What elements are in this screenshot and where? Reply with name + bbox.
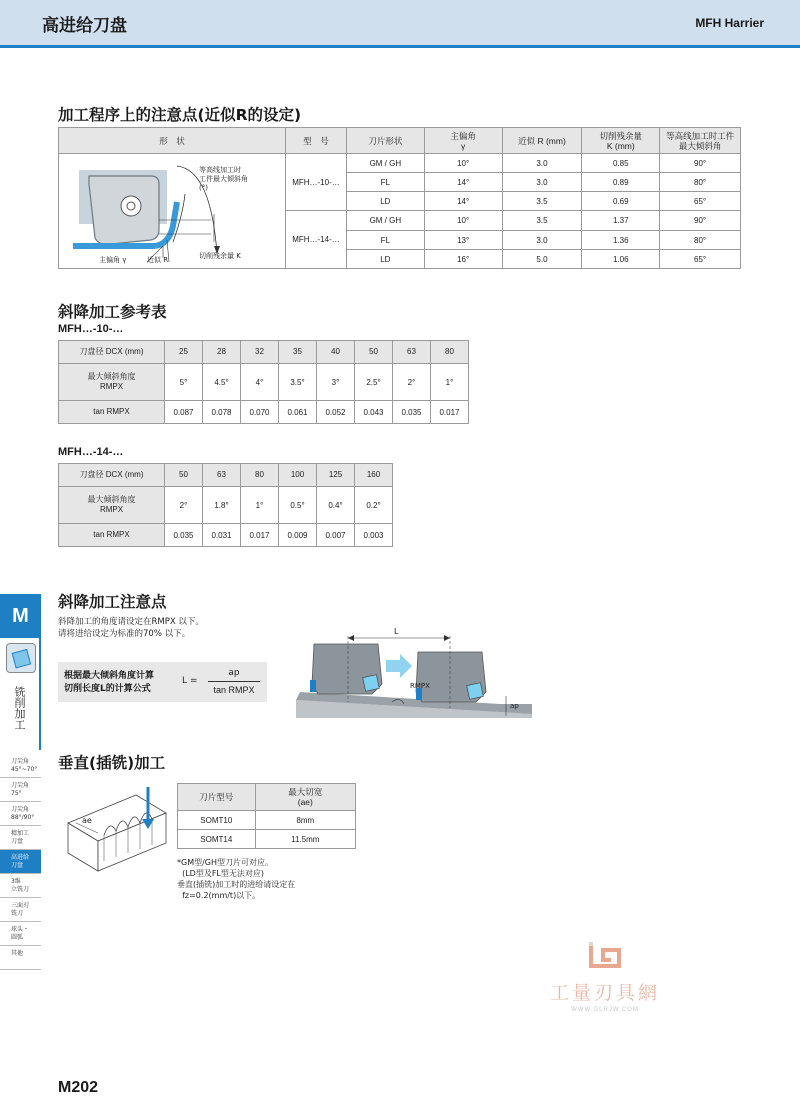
row-label: 刀盘径 DCX (mm) <box>59 464 165 487</box>
cell: 0.052 <box>317 401 355 424</box>
model-14: MFH…-14-… <box>285 211 346 269</box>
model-10: MFH…-10-… <box>285 154 346 211</box>
formula-label: 根据最大倾斜角度计算 切削长度L的计算公式 <box>64 671 155 694</box>
table-header-row <box>59 128 741 154</box>
cell: 0.070 <box>241 401 279 424</box>
cell: 80 <box>431 341 469 364</box>
section3-title: 斜降加工注意点 <box>58 593 167 611</box>
cell: 32 <box>241 341 279 364</box>
section2-title: 斜降加工参考表 <box>58 303 167 321</box>
formula-fraction-line <box>208 681 260 682</box>
cell: 0.2° <box>355 487 393 524</box>
cell: 14° <box>424 173 502 192</box>
table-row <box>59 464 393 487</box>
cell: 0.043 <box>355 401 393 424</box>
cell: 1.36 <box>582 231 660 250</box>
cell: 0.061 <box>279 401 317 424</box>
cell: 14° <box>424 192 502 211</box>
cell: 2.5° <box>355 364 393 401</box>
cell: 0.5° <box>279 487 317 524</box>
cell: 100 <box>279 464 317 487</box>
cell: 1.06 <box>582 250 660 269</box>
cell: 50 <box>165 464 203 487</box>
cell: 8mm <box>255 811 355 830</box>
watermark-url: WWW.GLRJW.COM <box>571 1007 639 1013</box>
cell: 0.69 <box>582 192 660 211</box>
row-label: tan RMPX <box>59 524 165 547</box>
cell: 3.5 <box>502 192 582 211</box>
cell: 80° <box>660 173 741 192</box>
header-main-angle: 主偏角 γ <box>424 128 502 154</box>
cell: 4.5° <box>203 364 241 401</box>
side-nav-item[interactable]: 高进给 刀盘 <box>0 850 41 874</box>
cell: 2° <box>165 487 203 524</box>
shape-diagram-cell <box>59 154 286 269</box>
row-label: 最大倾斜角度 RMPX <box>59 364 165 401</box>
table-row <box>59 364 469 401</box>
cell: 16° <box>424 250 502 269</box>
cell: 25 <box>165 341 203 364</box>
header-max-width: 最大切宽 (ae) <box>255 784 355 811</box>
row-label: 最大倾斜角度 RMPX <box>59 487 165 524</box>
cell: 63 <box>203 464 241 487</box>
incline-angle-label-1: 等高线加工时工件最大倾斜角(°) <box>199 166 249 192</box>
cell: 160 <box>355 464 393 487</box>
ramp-table-14 <box>58 463 393 547</box>
header-shape: 形 状 <box>59 128 286 154</box>
cell: LD <box>346 250 424 269</box>
cell: 65° <box>660 250 741 269</box>
plunge-note: *GM型/GH型刀片可对应。 (LD型及FL型无法对应) 垂直(插铣)加工时的进给请设定在 fz=0.2(mm/t)以下。 <box>177 858 296 900</box>
cell: 0.035 <box>393 401 431 424</box>
formula-numerator: ap <box>228 668 240 678</box>
cell: 1° <box>241 487 279 524</box>
table-row <box>59 401 469 424</box>
insert-profile-diagram <box>59 154 284 266</box>
table-row <box>178 830 356 849</box>
cell: 0.85 <box>582 154 660 173</box>
cell: 80° <box>660 231 741 250</box>
formula-lhs: L = <box>182 676 198 686</box>
cell: 10° <box>424 211 502 231</box>
cell: 0.003 <box>355 524 393 547</box>
cell: GM / GH <box>346 211 424 231</box>
approx-r-table <box>58 127 741 269</box>
side-nav-item[interactable]: 刀尖角 88°/90° <box>0 802 41 826</box>
cell: 5.0 <box>502 250 582 269</box>
cell: 63 <box>393 341 431 364</box>
cell: 0.087 <box>165 401 203 424</box>
watermark-logo-icon <box>585 940 625 970</box>
cell: 0.035 <box>165 524 203 547</box>
side-nav <box>0 754 41 970</box>
row-label: 刀盘径 DCX (mm) <box>59 341 165 364</box>
table-row <box>59 487 393 524</box>
side-nav-item[interactable]: 刀尖角 75° <box>0 778 41 802</box>
cell: 3.0 <box>502 231 582 250</box>
page-header <box>0 0 800 48</box>
table-row <box>59 341 469 364</box>
formula-box <box>58 662 267 702</box>
header-residual: 切削残余量 K (mm) <box>582 128 660 154</box>
cell: 0.007 <box>317 524 355 547</box>
ae-label: ae <box>82 816 92 825</box>
cell: 0.017 <box>241 524 279 547</box>
side-nav-item[interactable]: 球头・ 圆弧 <box>0 922 41 946</box>
cell: 80 <box>241 464 279 487</box>
cell: 11.5mm <box>255 830 355 849</box>
header-brand: MFH Harrier <box>695 16 764 30</box>
ramp-14-subtitle: MFH…-14-… <box>58 446 124 458</box>
cell: 13° <box>424 231 502 250</box>
cell: 3.0 <box>502 173 582 192</box>
cell: 35 <box>279 341 317 364</box>
rmpx-label: RMPX <box>410 682 430 690</box>
ramp-note: 斜降加工的角度请设定在RMPX 以下。 请将进给设定为标准的70% 以下。 <box>58 617 204 639</box>
table-row <box>59 524 393 547</box>
approx-r-label: 近似 R <box>147 256 169 264</box>
length-l-label: L <box>394 627 399 636</box>
side-nav-item[interactable]: 三面刃 铣刀 <box>0 898 41 922</box>
header-approx-r: 近似 R (mm) <box>502 128 582 154</box>
cell: SOMT10 <box>178 811 256 830</box>
cell: 0.017 <box>431 401 469 424</box>
watermark-name: 工量刃具網 <box>549 982 660 1004</box>
header-model: 型 号 <box>285 128 346 154</box>
cell: SOMT14 <box>178 830 256 849</box>
watermark <box>540 940 670 1013</box>
cell: 0.009 <box>279 524 317 547</box>
cell: 0.4° <box>317 487 355 524</box>
row-label: tan RMPX <box>59 401 165 424</box>
cell: 65° <box>660 192 741 211</box>
side-nav-item[interactable]: 3维 立铣刀 <box>0 874 41 898</box>
cell: 3.5 <box>502 211 582 231</box>
cell: GM / GH <box>346 154 424 173</box>
ap-label: ap <box>510 702 519 710</box>
cell: FL <box>346 231 424 250</box>
cell: FL <box>346 173 424 192</box>
cell: 5° <box>165 364 203 401</box>
side-nav-item[interactable]: 精加工 刀盘 <box>0 826 41 850</box>
cell: 3° <box>317 364 355 401</box>
ramp-table-10 <box>58 340 469 424</box>
header-insert-model: 刀片型号 <box>178 784 256 811</box>
cell: 90° <box>660 154 741 173</box>
cell: 3.0 <box>502 154 582 173</box>
header-insert-shape: 刀片形状 <box>346 128 424 154</box>
table-row <box>178 811 356 830</box>
cell: 125 <box>317 464 355 487</box>
cell: 50 <box>355 341 393 364</box>
formula-denominator: tan RMPX <box>213 685 255 695</box>
ramp-10-subtitle: MFH…-10-… <box>58 323 124 335</box>
cell: 4° <box>241 364 279 401</box>
side-nav-item[interactable]: 其他 <box>0 946 41 970</box>
side-nav-item[interactable]: 刀尖角 45°~70° <box>0 754 41 778</box>
cell: 3.5° <box>279 364 317 401</box>
cell: 90° <box>660 211 741 231</box>
cell: 1.37 <box>582 211 660 231</box>
cell: LD <box>346 192 424 211</box>
section-tab-m[interactable]: M <box>0 594 41 638</box>
cell: 28 <box>203 341 241 364</box>
cell: 0.078 <box>203 401 241 424</box>
ramping-diagram <box>296 622 532 718</box>
header-max-incline: 等高线加工时工件 最大倾斜角 <box>660 128 741 154</box>
residual-label: 切削残余量 K <box>199 252 242 260</box>
section1-title: 加工程序上的注意点(近似R的设定) <box>58 106 302 124</box>
table-header-row <box>178 784 356 811</box>
plunge-diagram <box>58 783 170 875</box>
milling-insert-icon <box>6 643 36 673</box>
section4-title: 垂直(插铣)加工 <box>58 754 166 772</box>
cell: 10° <box>424 154 502 173</box>
page-number: M202 <box>58 1079 99 1096</box>
plunge-table <box>177 783 356 849</box>
cell: 40 <box>317 341 355 364</box>
main-angle-label: 主偏角 γ <box>99 256 127 264</box>
cell: 1° <box>431 364 469 401</box>
side-vertical-label: 铣削加工 <box>13 686 26 730</box>
header-title: 高进给刀盘 <box>42 16 127 36</box>
cell: 0.89 <box>582 173 660 192</box>
cell: 1.8° <box>203 487 241 524</box>
cell: 0.031 <box>203 524 241 547</box>
cell: 2° <box>393 364 431 401</box>
table-row <box>59 154 741 173</box>
